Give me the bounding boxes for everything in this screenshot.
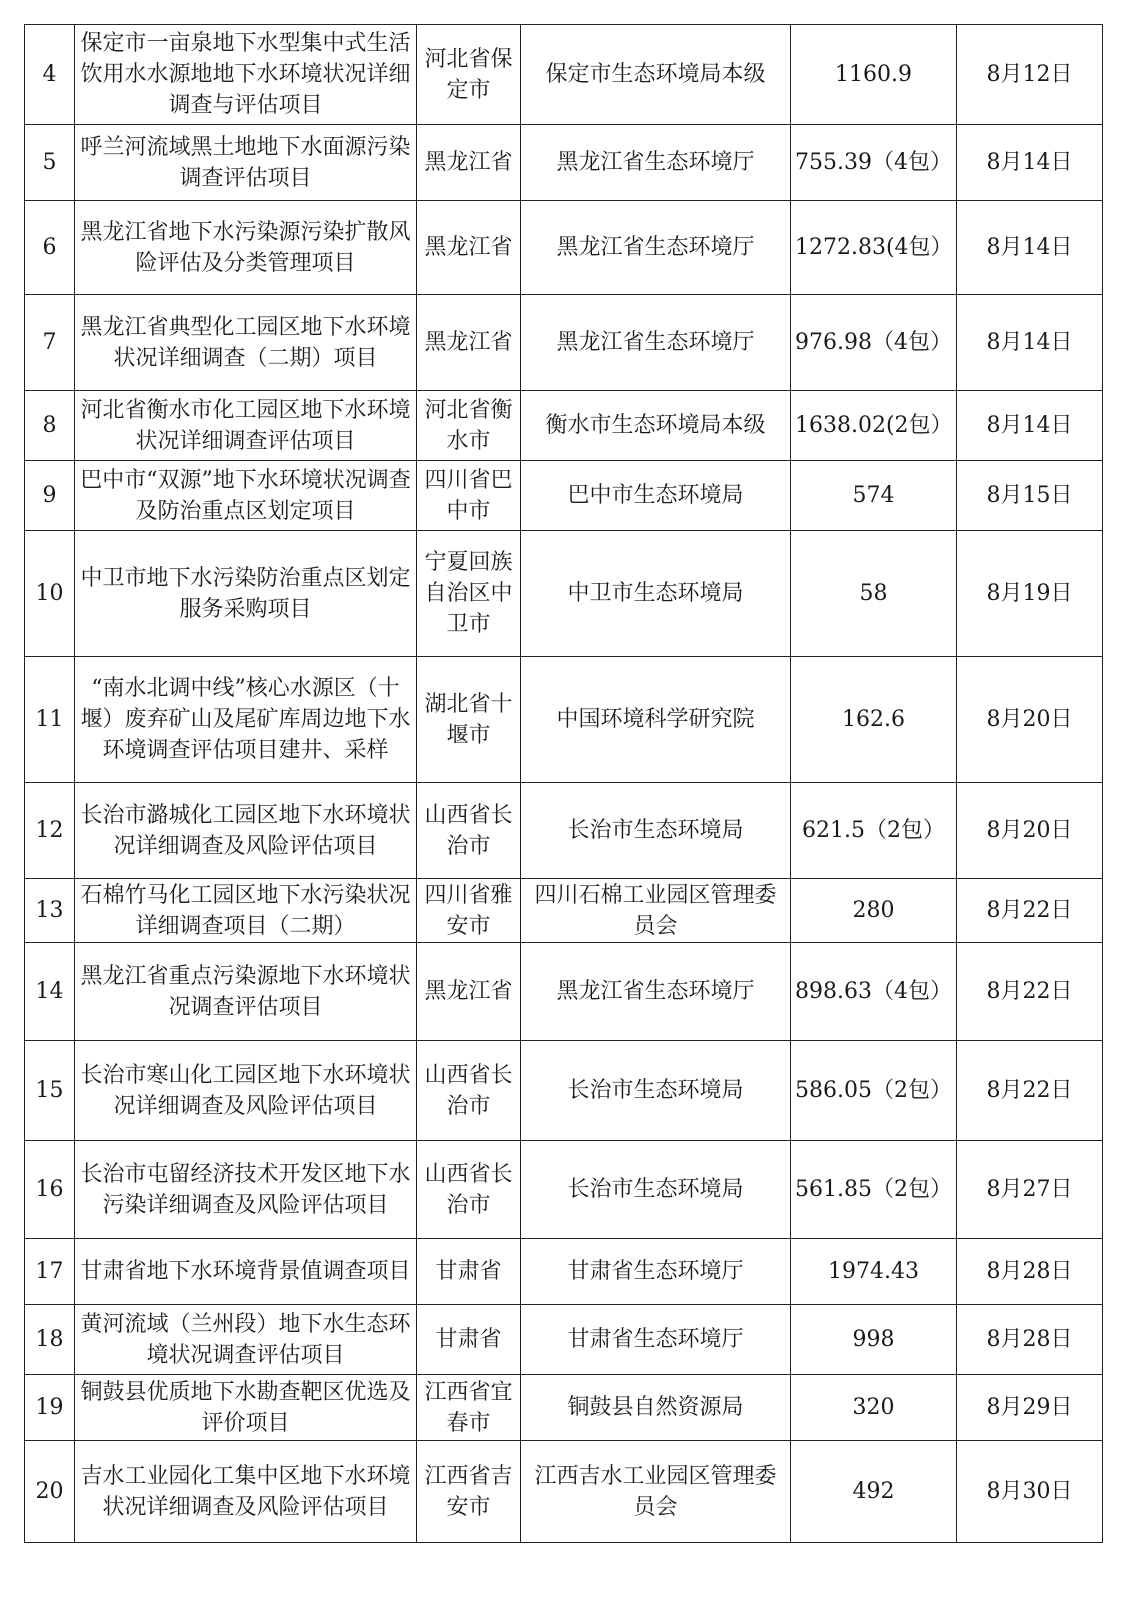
project-date: 8月28日 bbox=[957, 1305, 1103, 1375]
project-region: 山西省长治市 bbox=[417, 1041, 521, 1141]
project-unit: 衡水市生态环境局本级 bbox=[521, 391, 791, 461]
project-name: 巴中市“双源”地下水环境状况调查及防治重点区划定项目 bbox=[75, 461, 417, 531]
project-region: 江西省吉安市 bbox=[417, 1441, 521, 1543]
project-amount: 621.5（2包） bbox=[791, 783, 957, 879]
table-row bbox=[25, 1239, 1103, 1305]
project-date: 8月27日 bbox=[957, 1141, 1103, 1239]
project-region: 河北省保定市 bbox=[417, 25, 521, 125]
project-region: 四川省巴中市 bbox=[417, 461, 521, 531]
table-row bbox=[25, 783, 1103, 879]
project-region: 四川省雅安市 bbox=[417, 879, 521, 943]
row-number: 8 bbox=[25, 391, 75, 461]
row-number: 5 bbox=[25, 125, 75, 201]
table-row bbox=[25, 657, 1103, 783]
project-name: 甘肃省地下水环境背景值调查项目 bbox=[75, 1239, 417, 1305]
project-unit: 黑龙江省生态环境厅 bbox=[521, 201, 791, 295]
project-amount: 976.98（4包） bbox=[791, 295, 957, 391]
project-name: 吉水工业园化工集中区地下水环境状况详细调查及风险评估项目 bbox=[75, 1441, 417, 1543]
project-amount: 1638.02(2包） bbox=[791, 391, 957, 461]
project-amount: 320 bbox=[791, 1375, 957, 1441]
row-number: 18 bbox=[25, 1305, 75, 1375]
project-region: 黑龙江省 bbox=[417, 295, 521, 391]
project-region: 宁夏回族自治区中卫市 bbox=[417, 531, 521, 657]
project-name: 铜鼓县优质地下水勘查靶区优选及评价项目 bbox=[75, 1375, 417, 1441]
project-name: 长治市寒山化工园区地下水环境状况详细调查及风险评估项目 bbox=[75, 1041, 417, 1141]
project-name: 石棉竹马化工园区地下水污染状况详细调查项目（二期） bbox=[75, 879, 417, 943]
project-date: 8月14日 bbox=[957, 125, 1103, 201]
project-region: 甘肃省 bbox=[417, 1305, 521, 1375]
row-number: 15 bbox=[25, 1041, 75, 1141]
project-unit: 保定市生态环境局本级 bbox=[521, 25, 791, 125]
project-region: 河北省衡水市 bbox=[417, 391, 521, 461]
project-amount: 998 bbox=[791, 1305, 957, 1375]
project-unit: 四川石棉工业园区管理委员会 bbox=[521, 879, 791, 943]
row-number: 16 bbox=[25, 1141, 75, 1239]
project-amount: 561.85（2包） bbox=[791, 1141, 957, 1239]
project-date: 8月12日 bbox=[957, 25, 1103, 125]
project-unit: 巴中市生态环境局 bbox=[521, 461, 791, 531]
row-number: 14 bbox=[25, 943, 75, 1041]
table-row bbox=[25, 25, 1103, 125]
project-amount: 1160.9 bbox=[791, 25, 957, 125]
project-date: 8月30日 bbox=[957, 1441, 1103, 1543]
project-unit: 铜鼓县自然资源局 bbox=[521, 1375, 791, 1441]
project-unit: 甘肃省生态环境厅 bbox=[521, 1239, 791, 1305]
project-date: 8月19日 bbox=[957, 531, 1103, 657]
project-name: 黑龙江省地下水污染源污染扩散风险评估及分类管理项目 bbox=[75, 201, 417, 295]
project-name: “南水北调中线”核心水源区（十堰）废弃矿山及尾矿库周边地下水环境调查评估项目建井、采样 bbox=[75, 657, 417, 783]
project-date: 8月22日 bbox=[957, 1041, 1103, 1141]
project-unit: 长治市生态环境局 bbox=[521, 1041, 791, 1141]
row-number: 6 bbox=[25, 201, 75, 295]
project-unit: 甘肃省生态环境厅 bbox=[521, 1305, 791, 1375]
row-number: 4 bbox=[25, 25, 75, 125]
table-row bbox=[25, 295, 1103, 391]
row-number: 7 bbox=[25, 295, 75, 391]
project-amount: 1974.43 bbox=[791, 1239, 957, 1305]
project-amount: 492 bbox=[791, 1441, 957, 1543]
table-row bbox=[25, 1375, 1103, 1441]
project-amount: 755.39（4包） bbox=[791, 125, 957, 201]
row-number: 12 bbox=[25, 783, 75, 879]
row-number: 19 bbox=[25, 1375, 75, 1441]
project-unit: 江西吉水工业园区管理委员会 bbox=[521, 1441, 791, 1543]
project-unit: 长治市生态环境局 bbox=[521, 783, 791, 879]
project-name: 中卫市地下水污染防治重点区划定服务采购项目 bbox=[75, 531, 417, 657]
project-name: 黄河流域（兰州段）地下水生态环境状况调查评估项目 bbox=[75, 1305, 417, 1375]
table-row bbox=[25, 879, 1103, 943]
project-name: 长治市潞城化工园区地下水环境状况详细调查及风险评估项目 bbox=[75, 783, 417, 879]
project-unit: 中国环境科学研究院 bbox=[521, 657, 791, 783]
project-name: 黑龙江省典型化工园区地下水环境状况详细调查（二期）项目 bbox=[75, 295, 417, 391]
project-region: 山西省长治市 bbox=[417, 1141, 521, 1239]
project-amount: 586.05（2包） bbox=[791, 1041, 957, 1141]
table-row bbox=[25, 201, 1103, 295]
row-number: 17 bbox=[25, 1239, 75, 1305]
project-region: 江西省宜春市 bbox=[417, 1375, 521, 1441]
project-name: 保定市一亩泉地下水型集中式生活饮用水水源地地下水环境状况详细调查与评估项目 bbox=[75, 25, 417, 125]
project-amount: 280 bbox=[791, 879, 957, 943]
project-region: 黑龙江省 bbox=[417, 125, 521, 201]
project-unit: 中卫市生态环境局 bbox=[521, 531, 791, 657]
row-number: 13 bbox=[25, 879, 75, 943]
table-row bbox=[25, 1141, 1103, 1239]
table-row bbox=[25, 1441, 1103, 1543]
project-date: 8月28日 bbox=[957, 1239, 1103, 1305]
project-date: 8月14日 bbox=[957, 391, 1103, 461]
row-number: 11 bbox=[25, 657, 75, 783]
project-date: 8月14日 bbox=[957, 295, 1103, 391]
row-number: 20 bbox=[25, 1441, 75, 1543]
project-amount: 58 bbox=[791, 531, 957, 657]
project-date: 8月15日 bbox=[957, 461, 1103, 531]
project-region: 黑龙江省 bbox=[417, 201, 521, 295]
project-unit: 黑龙江省生态环境厅 bbox=[521, 295, 791, 391]
table-row bbox=[25, 531, 1103, 657]
project-amount: 898.63（4包） bbox=[791, 943, 957, 1041]
table-row bbox=[25, 1041, 1103, 1141]
project-table bbox=[24, 24, 1103, 1543]
project-date: 8月22日 bbox=[957, 943, 1103, 1041]
project-date: 8月29日 bbox=[957, 1375, 1103, 1441]
table-row bbox=[25, 391, 1103, 461]
project-date: 8月20日 bbox=[957, 657, 1103, 783]
project-name: 长治市屯留经济技术开发区地下水污染详细调查及风险评估项目 bbox=[75, 1141, 417, 1239]
project-amount: 162.6 bbox=[791, 657, 957, 783]
project-date: 8月14日 bbox=[957, 201, 1103, 295]
project-name: 河北省衡水市化工园区地下水环境状况详细调查评估项目 bbox=[75, 391, 417, 461]
row-number: 9 bbox=[25, 461, 75, 531]
project-name: 黑龙江省重点污染源地下水环境状况调查评估项目 bbox=[75, 943, 417, 1041]
project-date: 8月22日 bbox=[957, 879, 1103, 943]
project-date: 8月20日 bbox=[957, 783, 1103, 879]
project-unit: 长治市生态环境局 bbox=[521, 1141, 791, 1239]
table-row bbox=[25, 943, 1103, 1041]
project-amount: 574 bbox=[791, 461, 957, 531]
table-row bbox=[25, 1305, 1103, 1375]
project-amount: 1272.83(4包） bbox=[791, 201, 957, 295]
project-unit: 黑龙江省生态环境厅 bbox=[521, 125, 791, 201]
table-row bbox=[25, 125, 1103, 201]
project-region: 甘肃省 bbox=[417, 1239, 521, 1305]
table-row bbox=[25, 461, 1103, 531]
project-region: 山西省长治市 bbox=[417, 783, 521, 879]
project-unit: 黑龙江省生态环境厅 bbox=[521, 943, 791, 1041]
project-region: 黑龙江省 bbox=[417, 943, 521, 1041]
row-number: 10 bbox=[25, 531, 75, 657]
project-region: 湖北省十堰市 bbox=[417, 657, 521, 783]
project-name: 呼兰河流域黑土地地下水面源污染调查评估项目 bbox=[75, 125, 417, 201]
